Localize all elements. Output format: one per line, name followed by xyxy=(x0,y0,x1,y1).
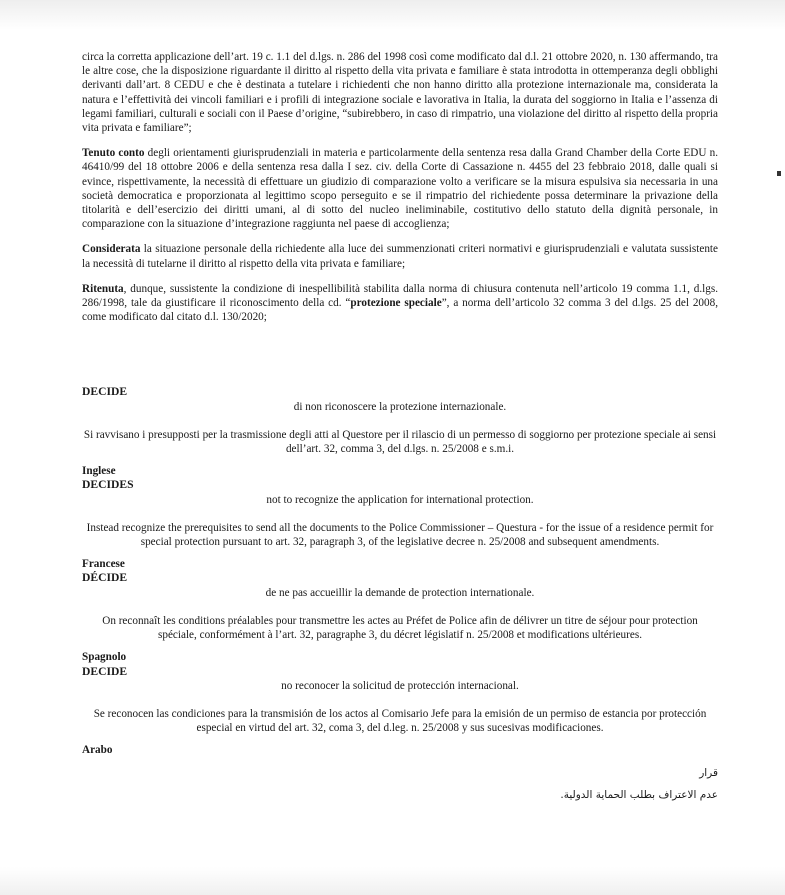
decide-title-it: DECIDE xyxy=(82,385,128,399)
decide-title-ar: قرار xyxy=(699,766,718,779)
scan-top-shadow xyxy=(0,0,785,30)
lead-ritenuta: Ritenuta xyxy=(82,282,124,295)
decision-line-en: not to recognize the application for international protection. xyxy=(266,493,534,506)
scan-bottom-shadow xyxy=(0,867,785,895)
decide-title-fr: DÉCIDE xyxy=(82,571,128,585)
paragraph-considerata xyxy=(82,242,718,270)
language-label-en: Inglese xyxy=(82,465,116,478)
text-tenuto-conto: degli orientamenti giurisprudenziali in materia e particolarmente della sentenza resa dalla Grand Chamber della Corte EDU n. 46410/99 del 18 ottobre 2006 e della sentenza resa dalla I sez. civ. della Corte di Cassazione n. 4455 del 23 febbraio 2018, dalle quali si evince, rispettivamente, la necessità di effettuare un giudizio di comparazione volto a verificare se la misura espulsiva sia necessaria in una società democratica e proporzionata al legittimo scopo perseguito e se il rimpatrio del richiedente possa determinare la privazione della titolarità e dell’esercizio dei diritti umani, al di sotto del nucleo ineliminabile, costitutivo dello statuto della dignità personale, in comparazione con la situazione d’integrazione raggiunta nel paese di accoglienza; xyxy=(82,147,718,231)
permit-line-es: Se reconocen las condiciones para la transmisión de los actos al Comisario Jefe para la emisión de un permiso de estancia por protección especial en virtud del art. 32, coma 3, del d.leg. n. 25/2008 y sus sucesivas modificaciones. xyxy=(93,707,707,735)
permit-line-fr: On reconnaît les conditions préalables pour transmettre les actes au Préfet de Police afin de délivrer un titre de séjour pour protection spéciale, conformément à l’art. 32, paragraphe 3, du décret législatif n. 25/2008 et modifications ultérieures. xyxy=(102,614,698,642)
text-considerata: la situazione personale della richiedente alla luce dei summenzionati criteri normativi e giurisprudenziali e valutata sussistente la necessità di tutelarne il diritto al rispetto della vita privata e familiare; xyxy=(82,243,718,270)
paragraph-art19: circa la corretta applicazione dell’art. 19 c. 1.1 del d.lgs. n. 286 del 1998 così come modificato dal d.l. 21 ottobre 2020, n. 130 affermando, tra le altre cose, che la disposizione riguardante il diritto al rispetto della vita privata e familiare è stata introdotta in ottemperanza degli obblighi derivanti dall’art. 8 CEDU e che è destinata a tutelare i richiedenti che non hanno diritto alla protezione internazionale ma, considerata la natura e l’effettività dei vincoli familiari e i profili di integrazione sociale e lavorativa in Italia, la durata del soggiorno in Italia e l’assenza di legami familiari, culturali e sociali con il Paese d’origine, “subirebbero, in caso di rimpatrio, una violazione del diritto al rispetto della propria vita privata e familiare”; xyxy=(82,51,718,135)
lead-tenuto-conto: Tenuto conto xyxy=(82,147,145,160)
paragraph-tenuto-conto xyxy=(82,146,718,231)
lead-considerata: Considerata xyxy=(82,243,141,256)
decide-title-en: DECIDES xyxy=(82,478,134,492)
language-label-fr: Francese xyxy=(82,558,125,571)
decision-line-ar: عدم الاعتراف بطلب الحماية الدولية. xyxy=(560,788,718,801)
decision-line-it: di non riconoscere la protezione internazionale. xyxy=(293,400,507,413)
paragraph-ritenuta xyxy=(82,282,718,325)
decision-line-es: no reconocer la solicitud de protección internacional. xyxy=(281,679,519,692)
decide-title-es: DECIDE xyxy=(82,664,128,678)
language-label-es: Spagnolo xyxy=(82,651,127,664)
protezione-speciale-term: protezione speciale xyxy=(350,297,442,310)
permit-line-it: Si ravvisano i presupposti per la trasmissione degli atti al Questore per il rilascio di un permesso di soggiorno per protezione speciale ai sensi dell’art. 32, comma 3, del d.lgs. n. 25/2008 e s.m.i. xyxy=(83,428,717,456)
text-ritenuta-b: ”, a norma dell’articolo 32 comma 3 del d.lgs. 25 del 2008, come modificato dal citato d.l. 130/2020; xyxy=(82,297,718,324)
margin-mark xyxy=(777,171,781,176)
document-page xyxy=(82,50,718,802)
language-label-ar: Arabo xyxy=(82,744,113,757)
text-ritenuta-a: , dunque, sussistente la condizione di inespellibilità stabilita dalla norma di chiusura contenuta nell’articolo 19 comma 1.1, d.lgs. 286/1998, tale da giustificare il riconoscimento della cd. “ xyxy=(82,282,718,310)
permit-line-en: Instead recognize the prerequisites to send all the documents to the Police Commissioner – Questura - for the issue of a residence permit for special protection pursuant to art. 32, paragraph 3, of the legislative decree n. 25/2008 and subsequent amendments. xyxy=(86,521,714,549)
decision-line-fr: de ne pas accueillir la demande de protection internationale. xyxy=(265,586,535,599)
